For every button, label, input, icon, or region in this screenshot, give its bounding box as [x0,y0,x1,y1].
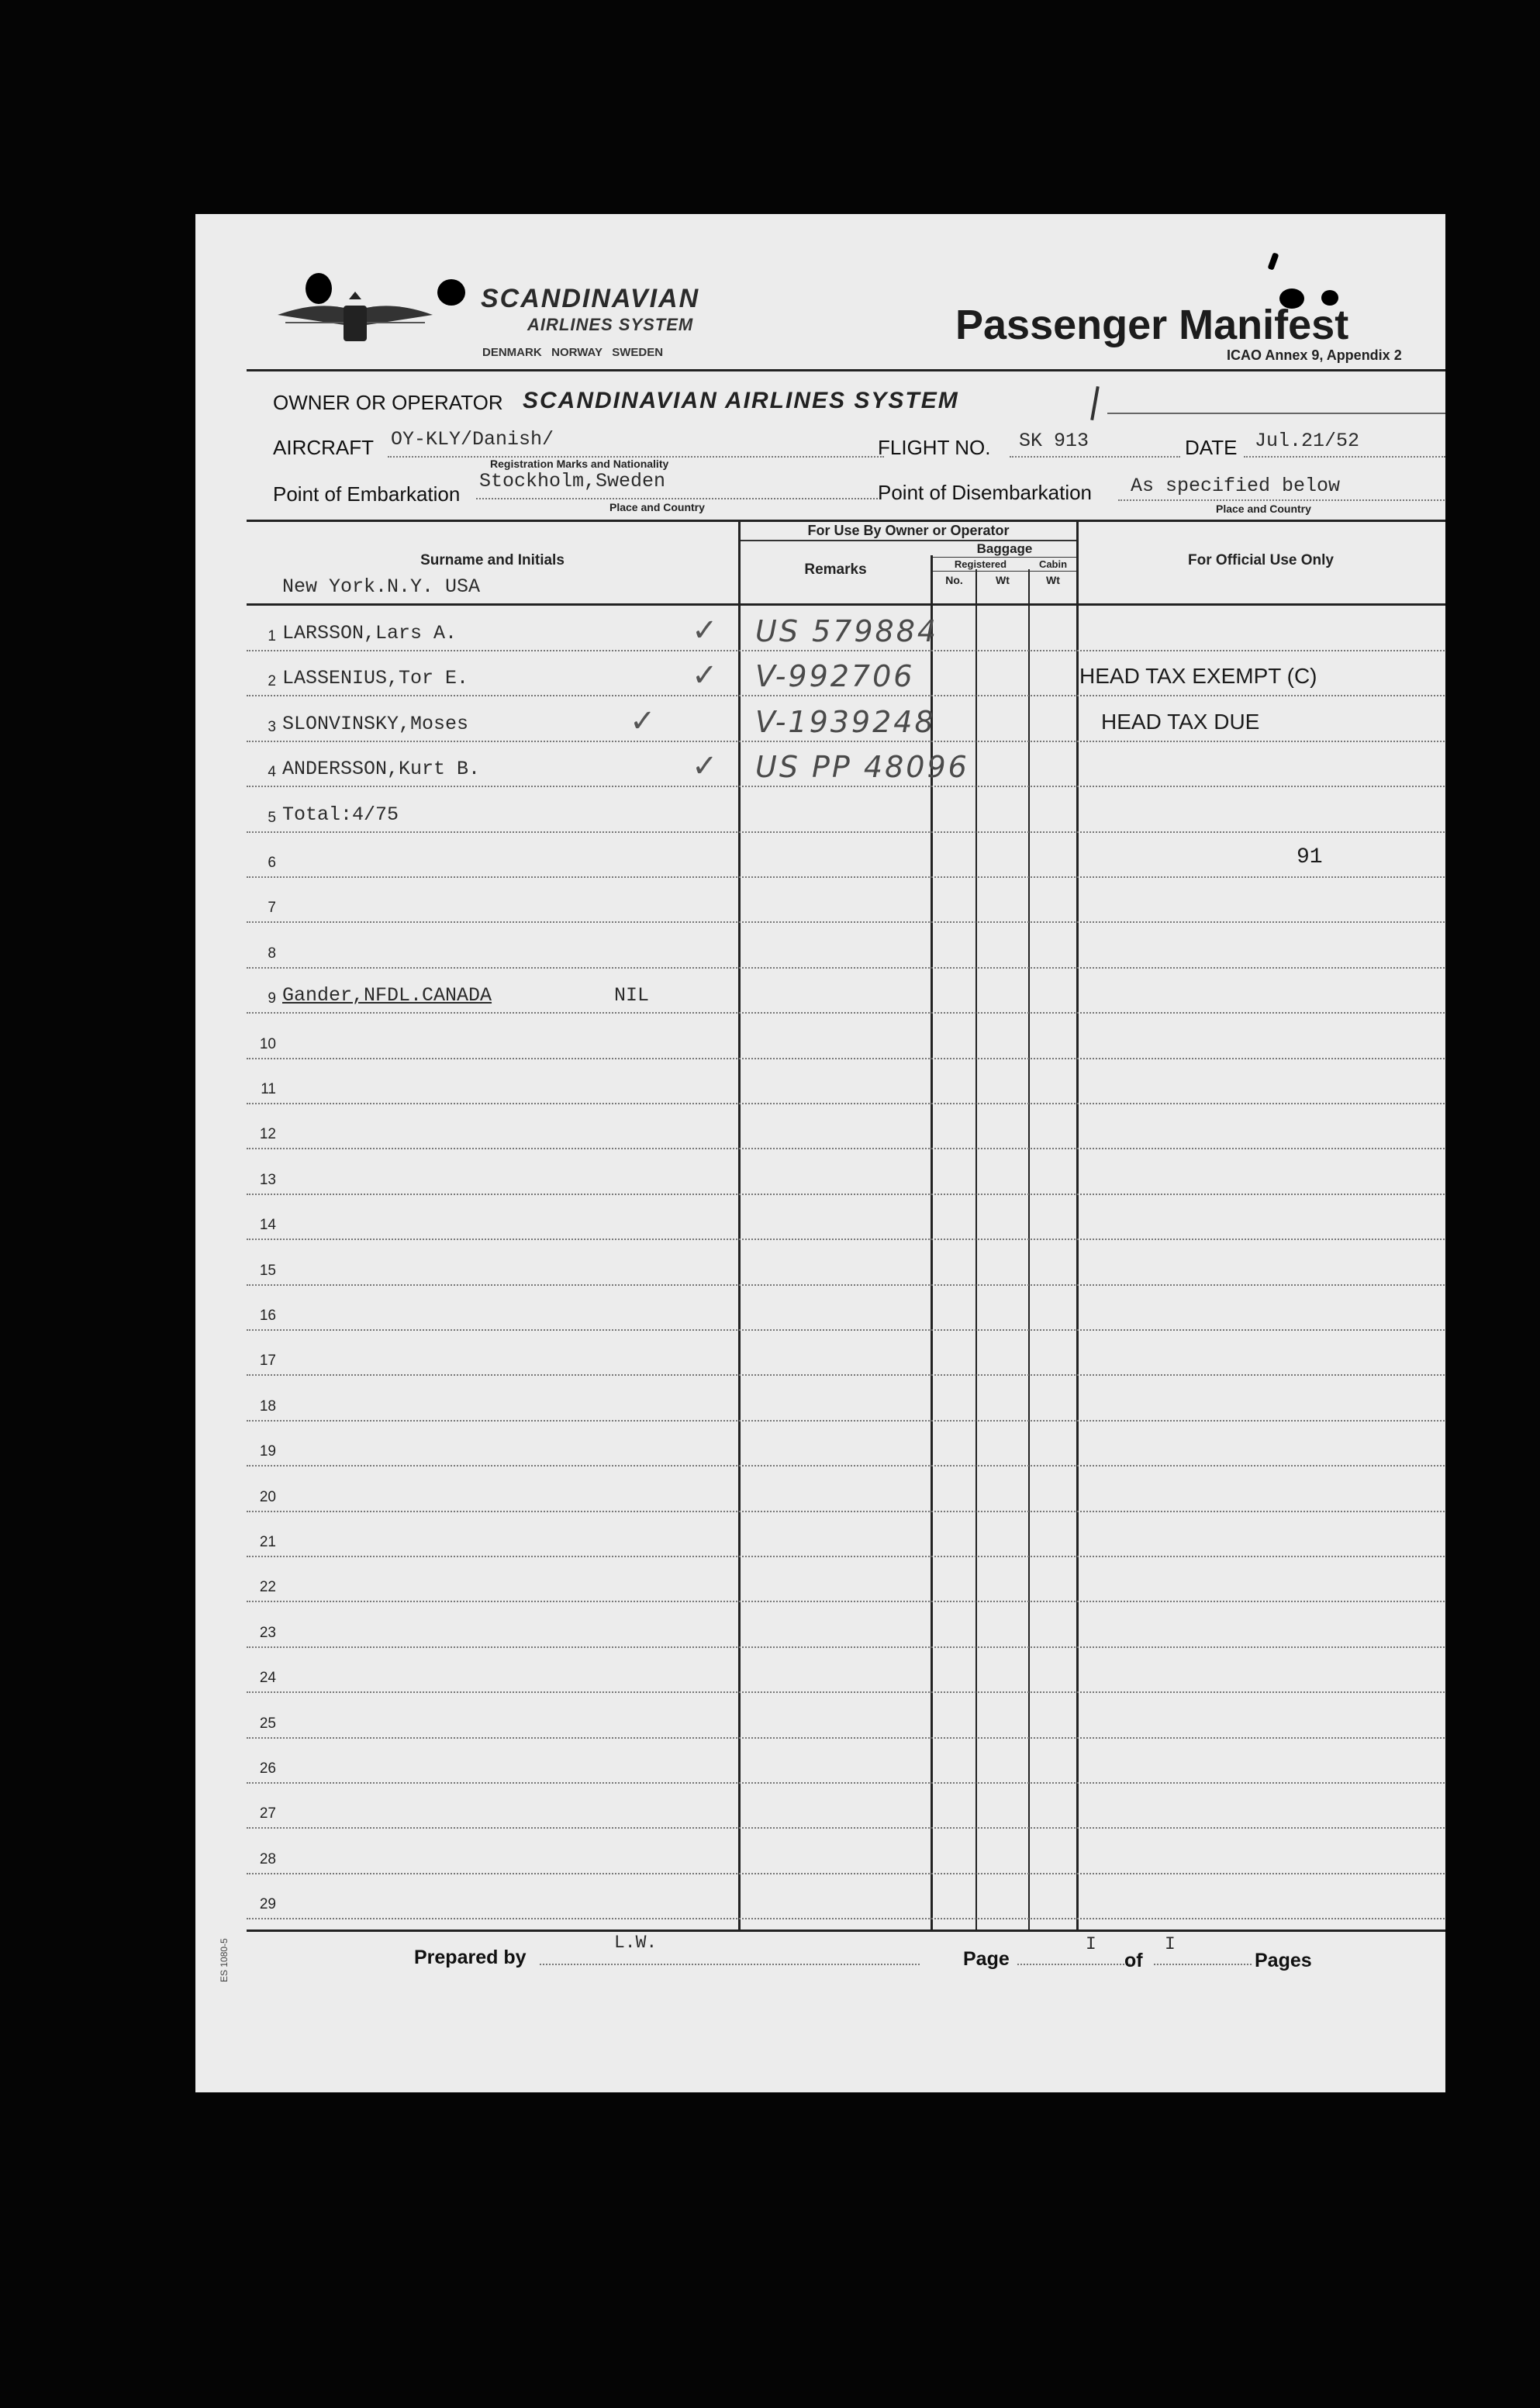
checkmark-icon: ✓ [692,748,718,784]
airline-system: AIRLINES SYSTEM [527,315,694,334]
row-rule [247,1103,1445,1104]
date-line [1244,456,1445,458]
of-label: of [1124,1950,1143,1971]
row-rule [247,1012,1445,1014]
flight-line [1010,456,1180,458]
col-divider-cabin [1028,569,1030,1931]
aircraft-value: OY-KLY/Danish/ [391,428,554,451]
punch-hole [437,279,465,306]
row-rule [247,1556,1445,1557]
row-rule [247,1420,1445,1422]
row-rule [247,1374,1445,1376]
row-rule [247,695,1445,696]
prepared-label: Prepared by [414,1947,527,1968]
passenger-name: LASSENIUS,Tor E. [282,667,469,689]
of-line [1154,1964,1252,1965]
surname-header: Surname and Initials [420,552,565,568]
row-rule [247,1737,1445,1739]
header-divider [247,369,1445,371]
row-number: 25 [259,1715,276,1732]
row-number: 21 [259,1534,276,1550]
aircraft-label: AIRCRAFT [273,436,374,459]
official-use-header: For Official Use Only [1188,552,1334,568]
row-rule [247,650,1445,651]
official-note: 91 [1297,845,1323,869]
row-number: 26 [259,1760,276,1777]
ink-mark [1267,252,1279,270]
row-number: 23 [259,1625,276,1641]
prepared-line [540,1964,920,1965]
row-rule [247,831,1445,833]
row-number: 28 [259,1851,276,1867]
checkmark-icon: ✓ [692,658,718,693]
row-number: 14 [259,1217,276,1233]
row-number: 3 [268,719,276,735]
airline-wings-logo-icon [270,284,440,354]
aircraft-caption: Registration Marks and Nationality [490,458,669,470]
row-rule [247,1194,1445,1195]
disembark-caption: Place and Country [1216,503,1311,515]
owner-label: OWNER OR OPERATOR [273,391,503,414]
nil-marker: NIL [614,984,650,1007]
table-bottom-border [247,1930,1445,1932]
ink-stroke [1090,386,1100,420]
row-number: 10 [259,1036,276,1052]
page-value: I [1086,1934,1096,1954]
row-rule [247,1284,1445,1286]
row-rule [247,1058,1445,1059]
owner-underline [1107,413,1445,414]
table-top-border [247,520,1445,522]
row-number: 4 [268,764,276,780]
row-rule [247,1691,1445,1693]
page-subtitle: ICAO Annex 9, Appendix 2 [1227,347,1402,363]
of-value: I [1165,1934,1176,1954]
row-number: 13 [259,1172,276,1188]
row-number: 27 [259,1805,276,1822]
row-rule [247,1918,1445,1919]
cabin-wt-header: Wt [1046,574,1060,586]
disembark-line [1118,499,1445,501]
remarks-value: US 579884 [755,614,939,648]
row-number: 9 [268,990,276,1007]
passenger-name: ANDERSSON,Kurt B. [282,758,481,780]
page-label: Page [963,1948,1010,1970]
checkmark-icon: ✓ [692,613,718,648]
row-rule [247,1465,1445,1467]
airline-name: SCANDINAVIAN [481,284,700,313]
pages-label: Pages [1255,1950,1312,1971]
col-divider-remarks [738,521,741,1931]
row-number: 19 [259,1443,276,1460]
row-number: 24 [259,1670,276,1686]
checkmark-icon: ✓ [630,703,656,739]
col-divider-wt [975,569,977,1931]
row-rule [247,1601,1445,1602]
embark-caption: Place and Country [609,501,705,513]
row-number: 7 [268,900,276,916]
row-rule [247,1148,1445,1149]
page-line [1017,1964,1134,1965]
row-rule [247,1873,1445,1874]
row-number: 15 [259,1263,276,1279]
row-rule [247,786,1445,787]
row-number: 12 [259,1126,276,1142]
row-number: 16 [259,1308,276,1324]
passenger-name: Total:4/75 [282,803,399,826]
remarks-value: V-1939248 [755,705,936,739]
official-note: HEAD TAX DUE [1101,710,1260,734]
flight-label: FLIGHT NO. [878,436,991,459]
disembark-label: Point of Disembarkation [878,481,1093,504]
owner-use-header: For Use By Owner or Operator [807,523,1010,538]
baggage-header: Baggage [976,541,1033,556]
embark-value: Stockholm,Sweden [479,470,666,492]
remarks-value: US PP 48096 [755,750,969,784]
row-rule [247,1827,1445,1829]
row-rule [247,876,1445,878]
row-number: 17 [259,1353,276,1369]
row-number: 1 [268,628,276,644]
row-number: 6 [268,855,276,871]
cabin-header: Cabin [1038,558,1068,570]
row-number: 8 [268,945,276,962]
passenger-name: SLONVINSKY,Moses [282,713,469,735]
row-number: 2 [268,673,276,689]
row-number: 18 [259,1398,276,1415]
registered-underline [933,571,1076,572]
date-label: DATE [1185,436,1238,459]
remarks-value: V-992706 [755,659,915,693]
embark-label: Point of Embarkation [273,482,461,506]
registered-header: Registered [954,558,1007,570]
row-rule [247,1239,1445,1240]
disembark-value: As specified below [1131,475,1341,497]
airline-countries: DENMARK NORWAY SWEDEN [482,346,664,359]
table-header-border [247,603,1445,606]
date-value: Jul.21/52 [1255,430,1360,452]
baggage-underline [933,557,1076,558]
manifest-sheet [195,214,1445,2092]
official-note: HEAD TAX EXEMPT (C) [1079,664,1317,688]
row-number: 11 [261,1081,276,1097]
row-rule [247,1329,1445,1331]
form-code: ES 1080-5 [219,1938,230,1982]
no-header: No. [945,574,963,586]
owner-value: SCANDINAVIAN AIRLINES SYSTEM [523,388,959,413]
embark-line [476,498,881,499]
row-number: 5 [268,810,276,826]
row-number: 29 [259,1896,276,1912]
row-rule [247,967,1445,969]
row-rule [247,1511,1445,1512]
flight-value: SK 913 [1019,430,1089,452]
passenger-name: Gander,NFDL.CANADA [282,984,492,1007]
page-title: Passenger Manifest [955,302,1349,348]
row-rule [247,921,1445,923]
col-divider-official [1076,521,1079,1931]
row-rule [247,1646,1445,1648]
row-number: 20 [259,1489,276,1505]
row-rule [247,741,1445,742]
destination-header: New York.N.Y. USA [282,575,481,598]
remarks-header: Remarks [804,561,867,578]
row-rule [247,1782,1445,1784]
passenger-name: LARSSON,Lars A. [282,622,458,644]
row-number: 22 [259,1579,276,1595]
wt-header: Wt [996,574,1010,586]
prepared-value: L.W. [614,1933,658,1953]
